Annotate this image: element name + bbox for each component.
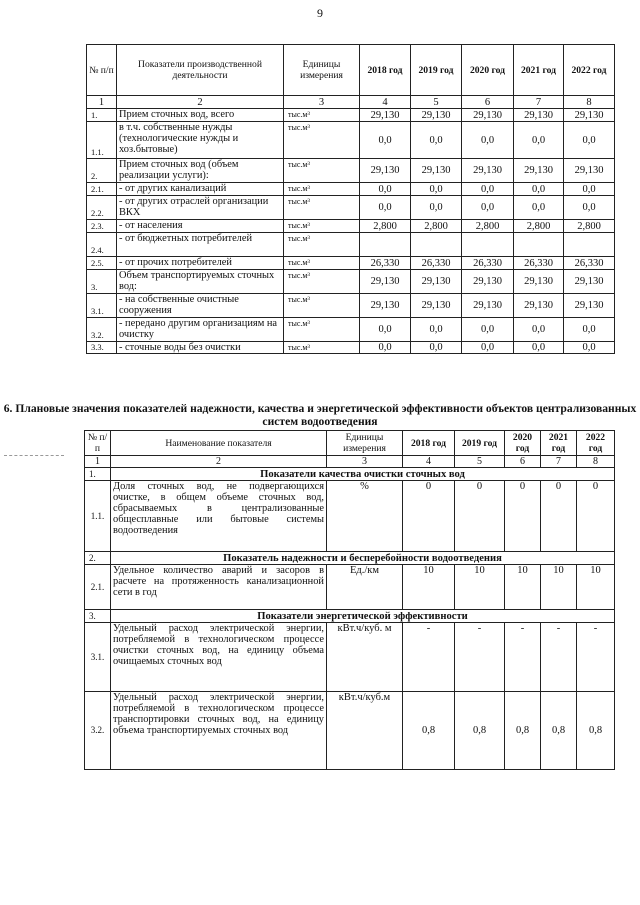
row-number: 2.1. (85, 565, 111, 610)
section-heading: 6. Плановые значения показателей надежности, качества и энергетической эффективности объектов централизованных систем водоотведения (3, 402, 637, 428)
value-cell: 2,800 (564, 220, 615, 233)
value-cell: 29,130 (462, 109, 514, 122)
header-year: 2018 год (403, 431, 455, 456)
column-number: 1 (85, 456, 111, 468)
indicator-name: - от прочих потребителей (117, 257, 284, 270)
value-cell: 0,0 (411, 342, 462, 354)
value-cell: 0,0 (462, 342, 514, 354)
value-cell: 0,0 (360, 122, 411, 159)
column-number: 5 (455, 456, 505, 468)
value-cell: - (403, 623, 455, 692)
indicator-name: - от бюджетных потребителей (117, 233, 284, 257)
value-cell: 29,130 (514, 294, 564, 318)
value-cell: 0,0 (514, 318, 564, 342)
unit-cell: тыс.м³ (284, 233, 360, 257)
value-cell: 29,130 (564, 159, 615, 183)
column-number: 2 (117, 96, 284, 109)
value-cell: 29,130 (411, 159, 462, 183)
value-cell: 0,0 (564, 122, 615, 159)
column-number: 8 (577, 456, 615, 468)
value-cell: 29,130 (411, 294, 462, 318)
value-cell: 29,130 (360, 109, 411, 122)
header-unit: Единицы измерения (284, 45, 360, 96)
unit-cell: тыс.м³ (284, 270, 360, 294)
section-number: 3. (85, 610, 111, 623)
unit-cell: тыс.м³ (284, 342, 360, 354)
value-cell: 0,0 (411, 183, 462, 196)
indicator-name: Объем транспортируемых сточных вод: (117, 270, 284, 294)
value-cell: 0,0 (411, 196, 462, 220)
unit-cell: тыс.м³ (284, 318, 360, 342)
value-cell: 29,130 (514, 109, 564, 122)
value-cell: 0 (577, 481, 615, 552)
header-num: № п/п (87, 45, 117, 96)
value-cell: 0,0 (514, 183, 564, 196)
value-cell: 0,0 (514, 196, 564, 220)
value-cell: 10 (403, 565, 455, 610)
page-number: 9 (317, 6, 323, 20)
value-cell: 0,8 (541, 692, 577, 770)
header-year: 2020 год (505, 431, 541, 456)
header-year: 2018 год (360, 45, 411, 96)
value-cell: - (455, 623, 505, 692)
value-cell: 0 (455, 481, 505, 552)
value-cell: 26,330 (564, 257, 615, 270)
value-cell: 0,0 (411, 122, 462, 159)
column-number: 4 (360, 96, 411, 109)
value-cell: 10 (455, 565, 505, 610)
table-row (87, 159, 615, 183)
value-cell (411, 233, 462, 257)
table-row (85, 623, 615, 692)
header-year: 2020 год (462, 45, 514, 96)
indicator-name: Удельный расход электрической энергии, потребляемой в технологическом процессе транспортировки сточных вод, на единицу объема транспортируемых сточных вод (111, 692, 327, 770)
value-cell: 0,0 (462, 183, 514, 196)
column-number: 4 (403, 456, 455, 468)
indicator-name: - сточные воды без очистки (117, 342, 284, 354)
column-number: 6 (462, 96, 514, 109)
value-cell: 26,330 (360, 257, 411, 270)
unit-cell: тыс.м³ (284, 183, 360, 196)
column-number: 1 (87, 96, 117, 109)
row-number: 3.2. (85, 692, 111, 770)
header-year: 2019 год (411, 45, 462, 96)
value-cell: 29,130 (462, 159, 514, 183)
table-row (87, 196, 615, 220)
value-cell: 0,8 (455, 692, 505, 770)
section-title: Показатели качества очистки сточных вод (111, 468, 615, 481)
header-unit: Единицы измерения (327, 431, 403, 456)
value-cell: - (577, 623, 615, 692)
value-cell: 0,0 (564, 196, 615, 220)
value-cell (564, 233, 615, 257)
value-cell: 29,130 (411, 109, 462, 122)
unit-cell: Ед./км (327, 565, 403, 610)
row-number: 3. (87, 270, 117, 294)
section-row (85, 610, 615, 623)
column-number: 3 (284, 96, 360, 109)
row-number: 2.4. (87, 233, 117, 257)
row-number: 3.1. (87, 294, 117, 318)
indicator-name: - на собственные очистные сооружения (117, 294, 284, 318)
section-row (85, 552, 615, 565)
column-number: 8 (564, 96, 615, 109)
value-cell: 0,0 (360, 342, 411, 354)
value-cell: 10 (541, 565, 577, 610)
table-row (87, 183, 615, 196)
indicator-name: Доля сточных вод, не подвергающихся очистке, в общем объеме сточных вод, сбрасываемых в централизованные общесплавные или бытовые системы водоотведения (111, 481, 327, 552)
section-row (85, 468, 615, 481)
indicator-name: - от населения (117, 220, 284, 233)
section-title: Показатель надежности и бесперебойности водоотведения (111, 552, 615, 565)
value-cell: 0 (505, 481, 541, 552)
table2-header-row (85, 431, 615, 456)
value-cell: 0,0 (360, 318, 411, 342)
indicator-name: в т.ч. собственные нужды (технологические нужды и хоз.бытовые) (117, 122, 284, 159)
value-cell: 0,0 (411, 318, 462, 342)
production-indicators-table (86, 44, 615, 354)
value-cell: 29,130 (360, 294, 411, 318)
unit-cell: тыс.м³ (284, 220, 360, 233)
indicator-name: Удельный расход электрической энергии, потребляемой в технологическом процессе очистки сточных вод, на единицу объема очищаемых сточных вод (111, 623, 327, 692)
row-number: 3.3. (87, 342, 117, 354)
column-number-row (87, 96, 615, 109)
indicator-name: - от других отраслей организации ВКХ (117, 196, 284, 220)
value-cell: 0,0 (462, 122, 514, 159)
row-number: 2.5. (87, 257, 117, 270)
value-cell: 0,0 (514, 122, 564, 159)
value-cell: 10 (505, 565, 541, 610)
value-cell (360, 233, 411, 257)
table-row (87, 294, 615, 318)
header-num: № п/п (85, 431, 111, 456)
indicator-name: - передано другим организациям на очистку (117, 318, 284, 342)
value-cell: 0,0 (564, 318, 615, 342)
value-cell: 0,0 (514, 342, 564, 354)
value-cell: 0,8 (505, 692, 541, 770)
row-number: 2.3. (87, 220, 117, 233)
table-row (85, 565, 615, 610)
table-row (87, 109, 615, 122)
header-indicator: Показатели производственной деятельности (117, 45, 284, 96)
column-number: 2 (111, 456, 327, 468)
table-row (87, 270, 615, 294)
value-cell: 0,8 (577, 692, 615, 770)
value-cell: 0,0 (360, 183, 411, 196)
section-number: 1. (85, 468, 111, 481)
header-year: 2021 год (514, 45, 564, 96)
value-cell: 2,800 (462, 220, 514, 233)
column-number-row (85, 456, 615, 468)
column-number: 6 (505, 456, 541, 468)
table-row (87, 122, 615, 159)
value-cell: 29,130 (564, 109, 615, 122)
margin-mark (4, 455, 64, 457)
value-cell: 2,800 (514, 220, 564, 233)
row-number: 3.2. (87, 318, 117, 342)
indicator-name: Удельное количество аварий и засоров в расчете на протяженность канализационной сети в год (111, 565, 327, 610)
column-number: 5 (411, 96, 462, 109)
unit-cell: тыс.м³ (284, 109, 360, 122)
column-number: 7 (514, 96, 564, 109)
column-number: 3 (327, 456, 403, 468)
value-cell: 10 (577, 565, 615, 610)
value-cell: 29,130 (411, 270, 462, 294)
table-row (87, 257, 615, 270)
column-number: 7 (541, 456, 577, 468)
row-number: 1. (87, 109, 117, 122)
value-cell: 29,130 (564, 270, 615, 294)
indicator-name: Прием сточных вод, всего (117, 109, 284, 122)
value-cell: 29,130 (564, 294, 615, 318)
section-number: 2. (85, 552, 111, 565)
value-cell: - (541, 623, 577, 692)
value-cell: 29,130 (360, 159, 411, 183)
value-cell: 0 (541, 481, 577, 552)
unit-cell: тыс.м³ (284, 159, 360, 183)
value-cell: 29,130 (462, 270, 514, 294)
section-title: Показатели энергетической эффективности (111, 610, 615, 623)
table-row (87, 318, 615, 342)
value-cell: 0,0 (360, 196, 411, 220)
value-cell: 0,8 (403, 692, 455, 770)
row-number: 1.1. (87, 122, 117, 159)
value-cell: 2,800 (360, 220, 411, 233)
value-cell: 29,130 (514, 159, 564, 183)
indicator-name: Прием сточных вод (объем реализации услуги): (117, 159, 284, 183)
table-row (87, 342, 615, 354)
table-row (85, 692, 615, 770)
row-number: 3.1. (85, 623, 111, 692)
unit-cell: тыс.м³ (284, 196, 360, 220)
table1-header-row (87, 45, 615, 96)
indicator-name: - от других канализаций (117, 183, 284, 196)
value-cell (514, 233, 564, 257)
reliability-indicators-table (84, 430, 615, 770)
value-cell: 29,130 (462, 294, 514, 318)
table-row (85, 481, 615, 552)
value-cell: 29,130 (360, 270, 411, 294)
value-cell: 0,0 (564, 183, 615, 196)
value-cell: 29,130 (514, 270, 564, 294)
row-number: 2.1. (87, 183, 117, 196)
value-cell: 0 (403, 481, 455, 552)
unit-cell: тыс.м³ (284, 122, 360, 159)
value-cell: 26,330 (514, 257, 564, 270)
row-number: 2.2. (87, 196, 117, 220)
value-cell (462, 233, 514, 257)
header-indicator: Наименование показателя (111, 431, 327, 456)
value-cell: 0,0 (564, 342, 615, 354)
value-cell: 26,330 (462, 257, 514, 270)
table-row (87, 220, 615, 233)
header-year: 2022 год (564, 45, 615, 96)
table-row (87, 233, 615, 257)
value-cell: - (505, 623, 541, 692)
unit-cell: кВт.ч/куб. м (327, 623, 403, 692)
unit-cell: тыс.м³ (284, 257, 360, 270)
value-cell: 0,0 (462, 318, 514, 342)
unit-cell: кВт.ч/куб.м (327, 692, 403, 770)
value-cell: 2,800 (411, 220, 462, 233)
row-number: 2. (87, 159, 117, 183)
unit-cell: % (327, 481, 403, 552)
header-year: 2021 год (541, 431, 577, 456)
header-year: 2019 год (455, 431, 505, 456)
row-number: 1.1. (85, 481, 111, 552)
value-cell: 0,0 (462, 196, 514, 220)
value-cell: 26,330 (411, 257, 462, 270)
unit-cell: тыс.м³ (284, 294, 360, 318)
header-year: 2022 год (577, 431, 615, 456)
